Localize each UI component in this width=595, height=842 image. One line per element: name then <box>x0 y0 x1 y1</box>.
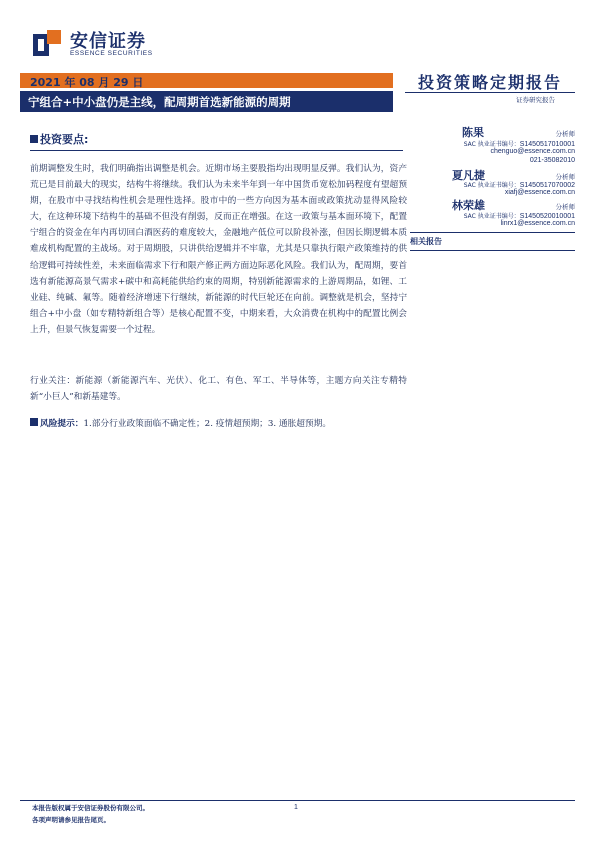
brand-name-en: ESSENCE SECURITIES <box>70 50 153 57</box>
related-bottom-divider <box>410 250 575 251</box>
risk-label: 风险提示： <box>40 419 84 429</box>
report-subtype: 证券研究报告 <box>516 96 555 104</box>
analyst-name: 夏凡捷 <box>452 169 485 182</box>
brand-name-cn: 安信证券 <box>70 31 146 52</box>
body-paragraph-2: 行业关注：新能源（新能源汽车、光伏）、化工、有色、军工、半导体等，主题方向关注专精特新“小巨人”和新基建等。 <box>30 376 407 403</box>
report-type-divider <box>405 92 575 93</box>
analyst-role: 分析师 <box>555 203 575 211</box>
analyst-card <box>410 167 575 195</box>
page-number: 1 <box>294 804 298 811</box>
related-top-divider <box>410 232 575 233</box>
square-bullet-icon <box>30 418 38 426</box>
analyst-cert <box>464 211 575 220</box>
analyst-cert <box>464 180 575 189</box>
footer-disclaimer: 各项声明请参见报告尾页。 <box>32 816 110 824</box>
essence-logo-icon <box>33 30 61 56</box>
analyst-name: 林荣雄 <box>452 199 485 212</box>
analyst-cert <box>464 139 575 148</box>
cert-label: SAC 执业证书编号： <box>463 182 520 189</box>
analyst-name: 陈果 <box>462 126 484 139</box>
analyst-card <box>410 124 575 166</box>
analyst-email[interactable]: xiafj@essence.com.cn <box>504 189 575 196</box>
footer-copyright: 本报告版权属于安信证券股份有限公司。 <box>32 804 149 812</box>
cert-number: S1450520010001 <box>519 213 575 220</box>
analyst-role: 分析师 <box>555 173 575 181</box>
analyst-phone: 021-35082010 <box>529 157 575 164</box>
risk-notice <box>30 416 407 432</box>
cert-label: SAC 执业证书编号： <box>463 213 520 220</box>
cert-number: S1450517070002 <box>519 182 575 189</box>
analyst-email[interactable]: chenguo@essence.com.cn <box>490 148 575 155</box>
analyst-role: 分析师 <box>555 130 575 138</box>
cert-label: SAC 执业证书编号： <box>463 141 520 148</box>
report-date: 2021 年 08 月 29 日 <box>30 76 144 89</box>
square-bullet-icon <box>30 135 38 143</box>
analyst-card <box>410 197 575 229</box>
section-heading <box>30 131 88 147</box>
cert-number: S1450517010001 <box>519 141 575 148</box>
related-reports-title: 相关报告 <box>410 237 442 246</box>
section-heading-text: 投资要点: <box>40 133 89 146</box>
footer-divider <box>20 800 575 801</box>
section-divider <box>30 150 403 151</box>
report-title: 宁组合+中小盘仍是主线，配周期首选新能源的周期 <box>28 95 291 109</box>
analyst-email[interactable]: linrx1@essence.com.cn <box>500 220 575 227</box>
risk-text: 1.部分行业政策面临不确定性；2. 疫情超预期；3. 通胀超预期。 <box>83 419 332 429</box>
body-paragraph-1: 前期调整发生时，我们明确指出调整是机会。近期市场主要股指均出现明显反弹。我们认为，资产荒已是目前最大的现实，结构牛将继续。我们认为未来半年到一年中国货币宽松加码程度有望超预期，在股市中寻找结构性机会是理性选择。股市中的一些方向因为基本面或政策扰动显得风险较大，在这种环境下结构牛的基础不但没有削弱，反而正在增强。在这一政策与基本面环境下，配置宁组合的资金在年内再切回白酒医药的难度较大，金融地产低位可以阶段补涨，但因长期逻辑本质难成机构配置的主战场。对于周期股，只讲供给逻辑并不牢靠，尤其是只靠执行限产政策维持的供给逻辑可持续性差，未来面临需求下行和限产修正两方面边际恶化风险。我们认为，配周期，要首选有新能源高景气需求+碳中和高耗能供给约束的周期，特别新能源需求的上游周期品，如锂、工业硅、纯碱、氟等。随着经济增速下行继续，新能源的时代巨轮还在向前。调整就是机会，坚持宁组合+中小盘（如专精特新组合等）是核心配置不变，中期来看，大众消费在机构中的配置比例会上升，但景气恢复需要一个过程。 <box>30 164 407 335</box>
report-type: 投资策略定期报告 <box>418 73 563 92</box>
